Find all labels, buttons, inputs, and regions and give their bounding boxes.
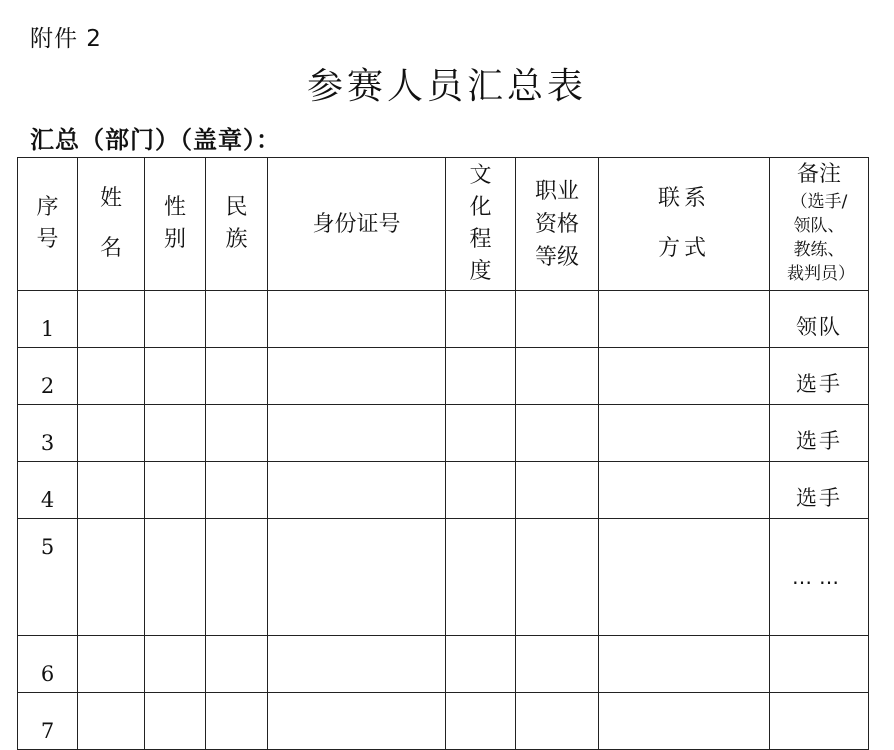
ethnicity-cell [206,348,268,405]
seq-cell: 7 [18,693,78,750]
header-contact: 联系方式 [599,158,770,291]
table-header-row [18,158,869,291]
table-row [18,405,869,462]
qualification-cell [516,348,599,405]
contact-cell [599,636,770,693]
id-number-cell [268,462,446,519]
education-cell [446,348,516,405]
ethnicity-cell [206,636,268,693]
gender-cell [145,405,206,462]
qualification-cell [516,636,599,693]
ethnicity-cell [206,405,268,462]
education-cell [446,291,516,348]
gender-cell [145,291,206,348]
name-cell [78,519,145,636]
contact-cell [599,462,770,519]
qualification-cell [516,462,599,519]
gender-cell [145,519,206,636]
education-cell [446,636,516,693]
remark-cell [770,693,869,750]
ethnicity-cell [206,519,268,636]
gender-cell [145,462,206,519]
contact-cell [599,405,770,462]
seq-cell: 4 [18,462,78,519]
seq-cell: 3 [18,405,78,462]
qualification-cell [516,405,599,462]
education-cell [446,462,516,519]
table-row [18,291,869,348]
education-cell [446,519,516,636]
education-cell [446,405,516,462]
qualification-cell [516,291,599,348]
gender-cell [145,636,206,693]
qualification-cell [516,519,599,636]
header-education: 文化程度 [446,158,516,291]
seq-cell: 2 [18,348,78,405]
remark-cell [770,636,869,693]
header-gender: 性别 [145,158,206,291]
id-number-cell [268,519,446,636]
name-cell [78,405,145,462]
header-id-number: 身份证号 [268,158,446,291]
seq-cell: 1 [18,291,78,348]
table-row [18,636,869,693]
education-cell [446,693,516,750]
name-cell [78,693,145,750]
id-number-cell [268,291,446,348]
contact-cell [599,291,770,348]
gender-cell [145,693,206,750]
header-qualification: 职业资格等级 [516,158,599,291]
remark-cell: 领队 [770,291,869,348]
id-number-cell [268,693,446,750]
remark-cell [770,519,869,636]
name-cell [78,636,145,693]
seq-cell: 5 [18,519,78,636]
id-number-cell [268,636,446,693]
participant-summary-table [17,157,869,750]
id-number-cell [268,405,446,462]
ethnicity-cell [206,693,268,750]
contact-cell [599,519,770,636]
header-ethnicity: 民族 [206,158,268,291]
name-cell [78,462,145,519]
remark-cell: 选手 [770,405,869,462]
remark-cell: 选手 [770,462,869,519]
header-remark: 备注 （选手/领队、教练、裁判员） [770,158,869,291]
page-title: 参赛人员汇总表 [306,66,587,107]
ethnicity-cell [206,462,268,519]
table-row [18,519,869,636]
seq-cell: 6 [18,636,78,693]
qualification-cell [516,693,599,750]
name-cell [78,291,145,348]
department-stamp-line: 汇总（部门）（盖章）： [30,126,281,154]
remark-cell: 选手 [770,348,869,405]
ethnicity-cell [206,291,268,348]
name-cell [78,348,145,405]
contact-cell [599,693,770,750]
attachment-label: 附件 2 [30,26,102,52]
table-row [18,348,869,405]
id-number-cell [268,348,446,405]
header-name: 姓名 [78,158,145,291]
contact-cell [599,348,770,405]
ellipsis-text: …… [792,565,846,589]
table-row [18,462,869,519]
header-seq: 序号 [18,158,78,291]
table-row [18,693,869,750]
gender-cell [145,348,206,405]
